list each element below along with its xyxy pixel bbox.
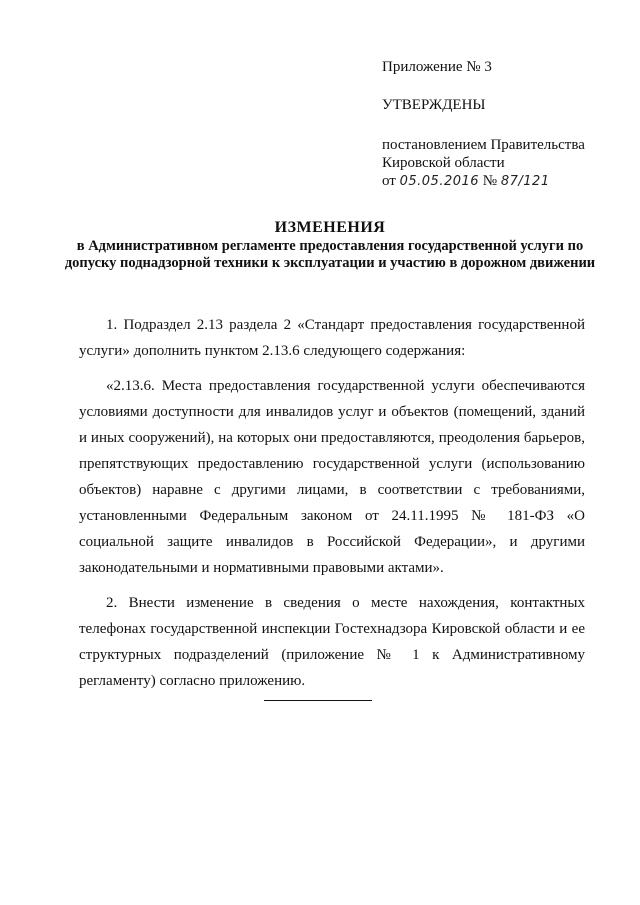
handwritten-number: 87/121 (500, 174, 550, 189)
appendix-number: Приложение № 3 (382, 59, 492, 75)
paragraph-3: 2. Внести изменение в сведения о месте нахождения, контактных телефонах государственной инспекции Гостехнадзора Кировской области и ее структурных подразделений (приложение № 1 к Административному регламенту) согласно приложению. (79, 595, 585, 689)
paragraph-1: 1. Подраздел 2.13 раздела 2 «Стандарт предоставления государственной услуги» дополнить пунктом 2.13.6 следующего содержания: (79, 317, 585, 359)
number-sign: № (482, 173, 498, 189)
document-title: ИЗМЕНЕНИЯ (274, 219, 386, 236)
document-body (79, 312, 585, 703)
document-subtitle: в Административном регламенте предоставления государственной услуги по допуску поднадзорной техники к эксплуатации и участию в дорожном движении (64, 238, 596, 271)
approval-header (382, 58, 622, 191)
closing-divider (264, 700, 372, 701)
approved-label: УТВЕРЖДЕНЫ (382, 97, 486, 113)
date-prefix: от (382, 173, 396, 189)
resolution-line-1: постановлением Правительства (382, 137, 585, 153)
resolution-line-2: Кировской области (382, 155, 505, 171)
paragraph-2: «2.13.6. Места предоставления государственной услуги обеспечиваются условиями доступности для инвалидов услуг и объектов (помещений, зданий и иных сооружений), на которых они предоставляются, преодоления барьеров, препятствующих предоставлению государственной услуги (использованию объектов) наравне с другими лицами, в соответствии с требованиями, установленными Федеральным законом от 24.11.1995 № 181-ФЗ «О социальной защите инвалидов в Российской Федерации», и другими законодательными и нормативными правовыми актами». (79, 378, 585, 576)
handwritten-date: 05.05.2016 (399, 174, 480, 189)
document-title-block (60, 218, 600, 272)
resolution-date-line (382, 172, 622, 191)
